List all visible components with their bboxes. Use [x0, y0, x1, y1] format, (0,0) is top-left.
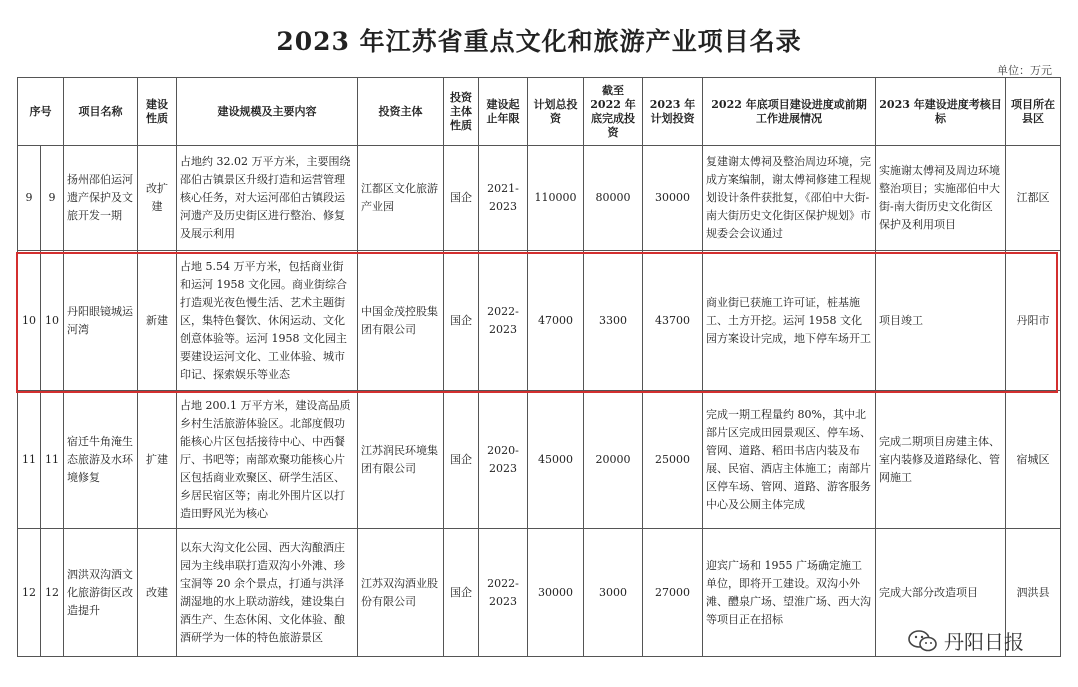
row-progress2022: 完成一期工程量约 80%，其中北部片区完成田园景观区、停车场、管网、道路、稻田书店内装及布展、民宿、酒店主体施工；南部片区停车场、管网、道路、游客服务中心及公厕主体完成: [703, 391, 876, 529]
row-seq: 10: [18, 251, 41, 391]
row-scale: 占地约 32.02 万平方米，主要围绕邵伯古镇景区升级打造和运营管理核心任务，对大运河邵伯古镇段运河遗产及历史街区进行整治、修复及展示利用: [177, 146, 358, 251]
table-row: [18, 146, 1061, 251]
row-progress2022: 复建谢太傅祠及整治周边环境，完成方案编制，谢太傅祠修建工程规划设计条件获批复，《邵伯中大街-南大街历史文化街区保护规划》市规委会会议通过: [703, 146, 876, 251]
row-seq: 9: [18, 146, 41, 251]
row-investor-nature: 国企: [444, 146, 479, 251]
table-row-highlighted: [18, 251, 1061, 391]
row-period: 2022-2023: [479, 529, 528, 657]
row-invest2023: 30000: [643, 146, 703, 251]
row-target2023: 实施谢太傅祠及周边环境整治项目；实施邵伯中大街-南大街历史文化街区保护及利用项目: [876, 146, 1006, 251]
row-investor-nature: 国企: [444, 529, 479, 657]
row-invest2023: 43700: [643, 251, 703, 391]
watermark: [908, 626, 1024, 655]
row-name: 泗洪双沟酒文化旅游街区改造提升: [64, 529, 138, 657]
row-county: 宿城区: [1006, 391, 1061, 529]
watermark-text: 丹阳日报: [944, 630, 1024, 654]
row-county: 泗洪县: [1006, 529, 1061, 657]
header-target2023: 2023 年建设进度考核目标: [876, 78, 1006, 146]
row-completed: 3300: [584, 251, 643, 391]
header-period: 建设起止年限: [479, 78, 528, 146]
wechat-logo-icon: [908, 629, 938, 653]
row-progress2022: 迎宾广场和 1955 广场确定施工单位，即将开工建设。双沟小外滩、醴泉广场、望淮广场、西大沟等项目正在招标: [703, 529, 876, 657]
row-target2023: 完成大部分改造项目: [876, 529, 1006, 657]
row-planned: 45000: [528, 391, 584, 529]
row-completed: 3000: [584, 529, 643, 657]
project-table: [17, 77, 1061, 657]
header-county: 项目所在县区: [1006, 78, 1061, 146]
row-progress2022: 商业街已获施工许可证，桩基施工、土方开挖。运河 1958 文化园方案设计完成，地下停车场开工: [703, 251, 876, 391]
header-progress2022: 2022 年底项目建设进度或前期工作进展情况: [703, 78, 876, 146]
row-name: 宿迁牛角淹生态旅游及水环境修复: [64, 391, 138, 529]
header-invest2023: 2023 年计划投资: [643, 78, 703, 146]
row-county: 江都区: [1006, 146, 1061, 251]
table-header-row: [18, 78, 1061, 146]
row-investor: 江苏润民环境集团有限公司: [358, 391, 444, 529]
row-county: 丹阳市: [1006, 251, 1061, 391]
row-seq-sub: 9: [41, 146, 64, 251]
row-scale: 占地 200.1 万平方米，建设高品质乡村生活旅游体验区。北部度假功能核心片区包括接待中心、中西餐厅、书吧等；南部欢聚功能核心片区包括商业欢聚区、研学生活区、乡居民宿区等；南北外围片区以打造田野风光为核心: [177, 391, 358, 529]
row-seq: 12: [18, 529, 41, 657]
row-investor: 中国金茂控股集团有限公司: [358, 251, 444, 391]
row-target2023: 项目竣工: [876, 251, 1006, 391]
header-seq: 序号: [18, 78, 64, 146]
row-period: 2022-2023: [479, 251, 528, 391]
row-nature: 新建: [138, 251, 177, 391]
row-name: 丹阳眼镜城运河湾: [64, 251, 138, 391]
row-nature: 扩建: [138, 391, 177, 529]
unit-label: 单位：万元: [997, 64, 1052, 77]
header-investor-nature: 投资主体性质: [444, 78, 479, 146]
row-scale: 占地 5.54 万平方米，包括商业街和运河 1958 文化园。商业街综合打造观光夜色慢生活、艺术主题街区，集特色餐饮、休闲运动、文化创意体验等。运河 1958 文化园主要建设运河文化、工业体验、城市印记、探索娱乐等业态: [177, 251, 358, 391]
row-nature: 改扩建: [138, 146, 177, 251]
document-title: 2023 年江苏省重点文化和旅游产业项目名录: [276, 27, 802, 56]
row-investor: 江都区文化旅游产业园: [358, 146, 444, 251]
row-seq-sub: 11: [41, 391, 64, 529]
row-completed: 20000: [584, 391, 643, 529]
header-completed: 截至2022 年底完成投资: [584, 78, 643, 146]
row-invest2023: 27000: [643, 529, 703, 657]
header-scale: 建设规模及主要内容: [177, 78, 358, 146]
header-nature: 建设性质: [138, 78, 177, 146]
table-row: [18, 391, 1061, 529]
row-period: 2021-2023: [479, 146, 528, 251]
row-target2023: 完成二期项目房建主体、室内装修及道路绿化、管网施工: [876, 391, 1006, 529]
row-invest2023: 25000: [643, 391, 703, 529]
row-period: 2020-2023: [479, 391, 528, 529]
row-planned: 30000: [528, 529, 584, 657]
row-seq-sub: 10: [41, 251, 64, 391]
header-planned: 计划总投资: [528, 78, 584, 146]
row-scale: 以东大沟文化公园、西大沟酿酒庄园为主线串联打造双沟小外滩、珍宝洞等 20 余个景点，打通与洪泽湖湿地的水上联动游线，建设集白酒生产、生态休闲、文化体验、酿酒研学为一体的特色旅游景区: [177, 529, 358, 657]
row-investor-nature: 国企: [444, 251, 479, 391]
row-name: 扬州邵伯运河遗产保护及文旅开发一期: [64, 146, 138, 251]
row-nature: 改建: [138, 529, 177, 657]
row-seq: 11: [18, 391, 41, 529]
row-investor: 江苏双沟酒业股份有限公司: [358, 529, 444, 657]
table-row: [18, 529, 1061, 657]
row-planned: 47000: [528, 251, 584, 391]
header-investor: 投资主体: [358, 78, 444, 146]
header-name: 项目名称: [64, 78, 138, 146]
row-investor-nature: 国企: [444, 391, 479, 529]
row-planned: 110000: [528, 146, 584, 251]
row-completed: 80000: [584, 146, 643, 251]
row-seq-sub: 12: [41, 529, 64, 657]
